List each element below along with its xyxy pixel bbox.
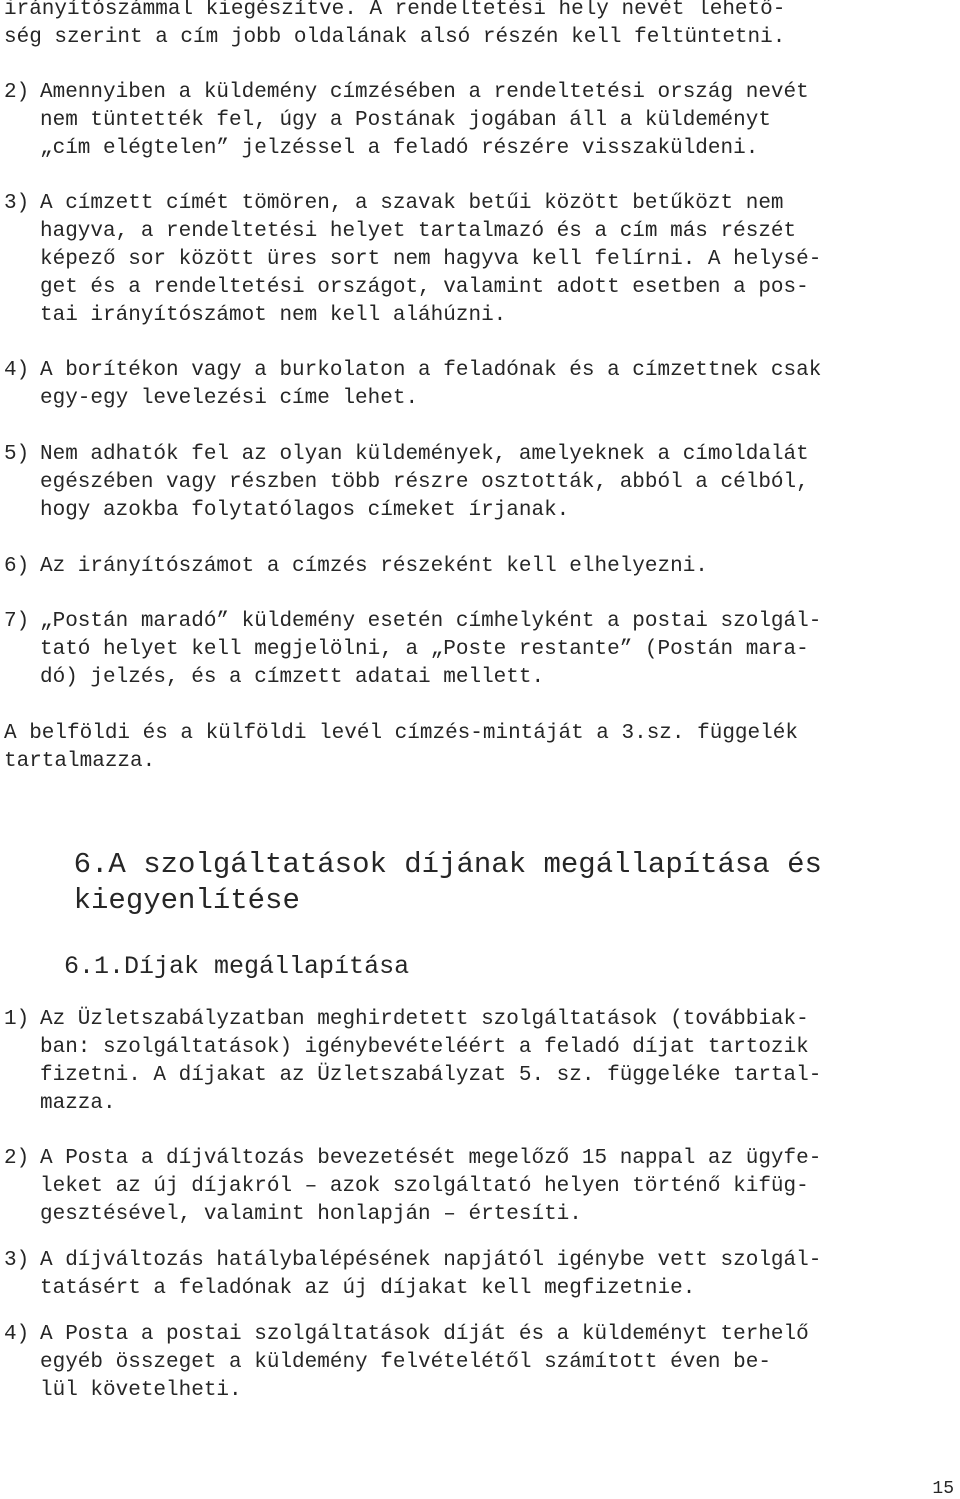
list-item-line: „Postán maradó” küldemény esetén címhelyként a postai szolgál- xyxy=(40,610,822,633)
list-item-number: 5) xyxy=(4,443,30,466)
list-item-line: tai irányítószámot nem kell aláhúzni. xyxy=(40,304,507,327)
list-item-number: 4) xyxy=(4,1323,30,1346)
section-heading-line1: 6.A szolgáltatások díjának megállapítása és xyxy=(73,848,822,881)
list-item-number: 3) xyxy=(4,192,30,215)
list-item-line: A címzett címét tömören, a szavak betűi között betűközt nem xyxy=(40,192,784,215)
subsection-heading-text: 6.1.Díjak megállapítása xyxy=(64,952,410,981)
list-item-number: 1) xyxy=(4,1008,30,1031)
list-item-line: képező sor között üres sort nem hagyva kell felírni. A helysé- xyxy=(40,248,822,271)
list-item-line: fizetni. A díjakat az Üzletszabályzat 5. sz. függeléke tartal- xyxy=(40,1064,822,1087)
list-item-line: Az Üzletszabályzatban meghirdetett szolgáltatások (továbbiak- xyxy=(40,1008,809,1031)
list-item-number: 3) xyxy=(4,1249,30,1272)
list-item-line: A Posta a postai szolgáltatások díját és a küldeményt terhelő xyxy=(40,1323,809,1346)
list-item-line: „cím elégtelen” jelzéssel a feladó részére visszaküldeni. xyxy=(40,137,759,160)
list-item-line: mazza. xyxy=(40,1092,116,1115)
list-item-line: egészében vagy részben több részre osztották, abból a célból, xyxy=(40,471,809,494)
list-item-line: A Posta a díjváltozás bevezetését megelőző 15 nappal az ügyfe- xyxy=(40,1147,822,1170)
list-item-line: ban: szolgáltatások) igénybevételéért a feladó díjat tartozik xyxy=(40,1036,809,1059)
list-item-line: A borítékon vagy a burkolaton a feladónak és a címzettnek csak xyxy=(40,359,822,382)
list-item-number: 2) xyxy=(4,1147,30,1170)
list-item-line: A díjváltozás hatálybalépésének napjától igénybe vett szolgál- xyxy=(40,1249,822,1272)
list-item-line: Nem adhatók fel az olyan küldemények, amelyeknek a címoldalát xyxy=(40,443,809,466)
list-item-line: egyéb összeget a küldemény felvételétől számított éven be- xyxy=(40,1351,771,1374)
list-item-line: tatásért a feladónak az új díjakat kell megfizetnie. xyxy=(40,1277,696,1300)
list-item-line: Az irányítószámot a címzés részeként kell elhelyezni. xyxy=(40,555,708,578)
list-item-number: 2) xyxy=(4,81,30,104)
list-item-line: egy-egy levelezési címe lehet. xyxy=(40,387,419,410)
list-item-number: 4) xyxy=(4,359,30,382)
list-item-number: 7) xyxy=(4,610,30,633)
list-item-line: gesztésével, valamint honlapján – értesíti. xyxy=(40,1203,582,1226)
paragraph-line: ség szerint a cím jobb oldalának alsó részén kell feltüntetni. xyxy=(4,26,786,49)
list-item-line: nem tüntették fel, úgy a Postának jogában áll a küldeményt xyxy=(40,109,771,132)
section-heading-line2: kiegyenlítése xyxy=(73,884,300,917)
list-item-line: get és a rendeltetési országot, valamint adott esetben a pos- xyxy=(40,276,809,299)
paragraph-line: tartalmazza. xyxy=(4,750,156,773)
list-item-line: dó) jelzés, és a címzett adatai mellett. xyxy=(40,666,545,689)
paragraph-line: A belföldi és a külföldi levél címzés-mintáját a 3.sz. függelék xyxy=(4,722,798,745)
paragraph-line: irányítószámmal kiegészítve. A rendeltetési hely nevét lehető- xyxy=(4,0,786,21)
list-item-line: hogy azokba folytatólagos címeket írjanak. xyxy=(40,499,570,522)
page-number: 15 xyxy=(932,1479,954,1499)
subsection-heading xyxy=(4,922,409,1012)
list-item-line: lül követelheti. xyxy=(40,1379,242,1402)
list-item-line: Amennyiben a küldemény címzésében a rendeltetési ország nevét xyxy=(40,81,809,104)
list-item-line: hagyva, a rendeltetési helyet tartalmazó és a cím más részét xyxy=(40,220,797,243)
list-item-line: tató helyet kell megjelölni, a „Poste restante” (Postán mara- xyxy=(40,638,809,661)
list-item-line: leket az új díjakról – azok szolgáltató helyen történő kifüg- xyxy=(40,1175,809,1198)
list-item-number: 6) xyxy=(4,555,30,578)
